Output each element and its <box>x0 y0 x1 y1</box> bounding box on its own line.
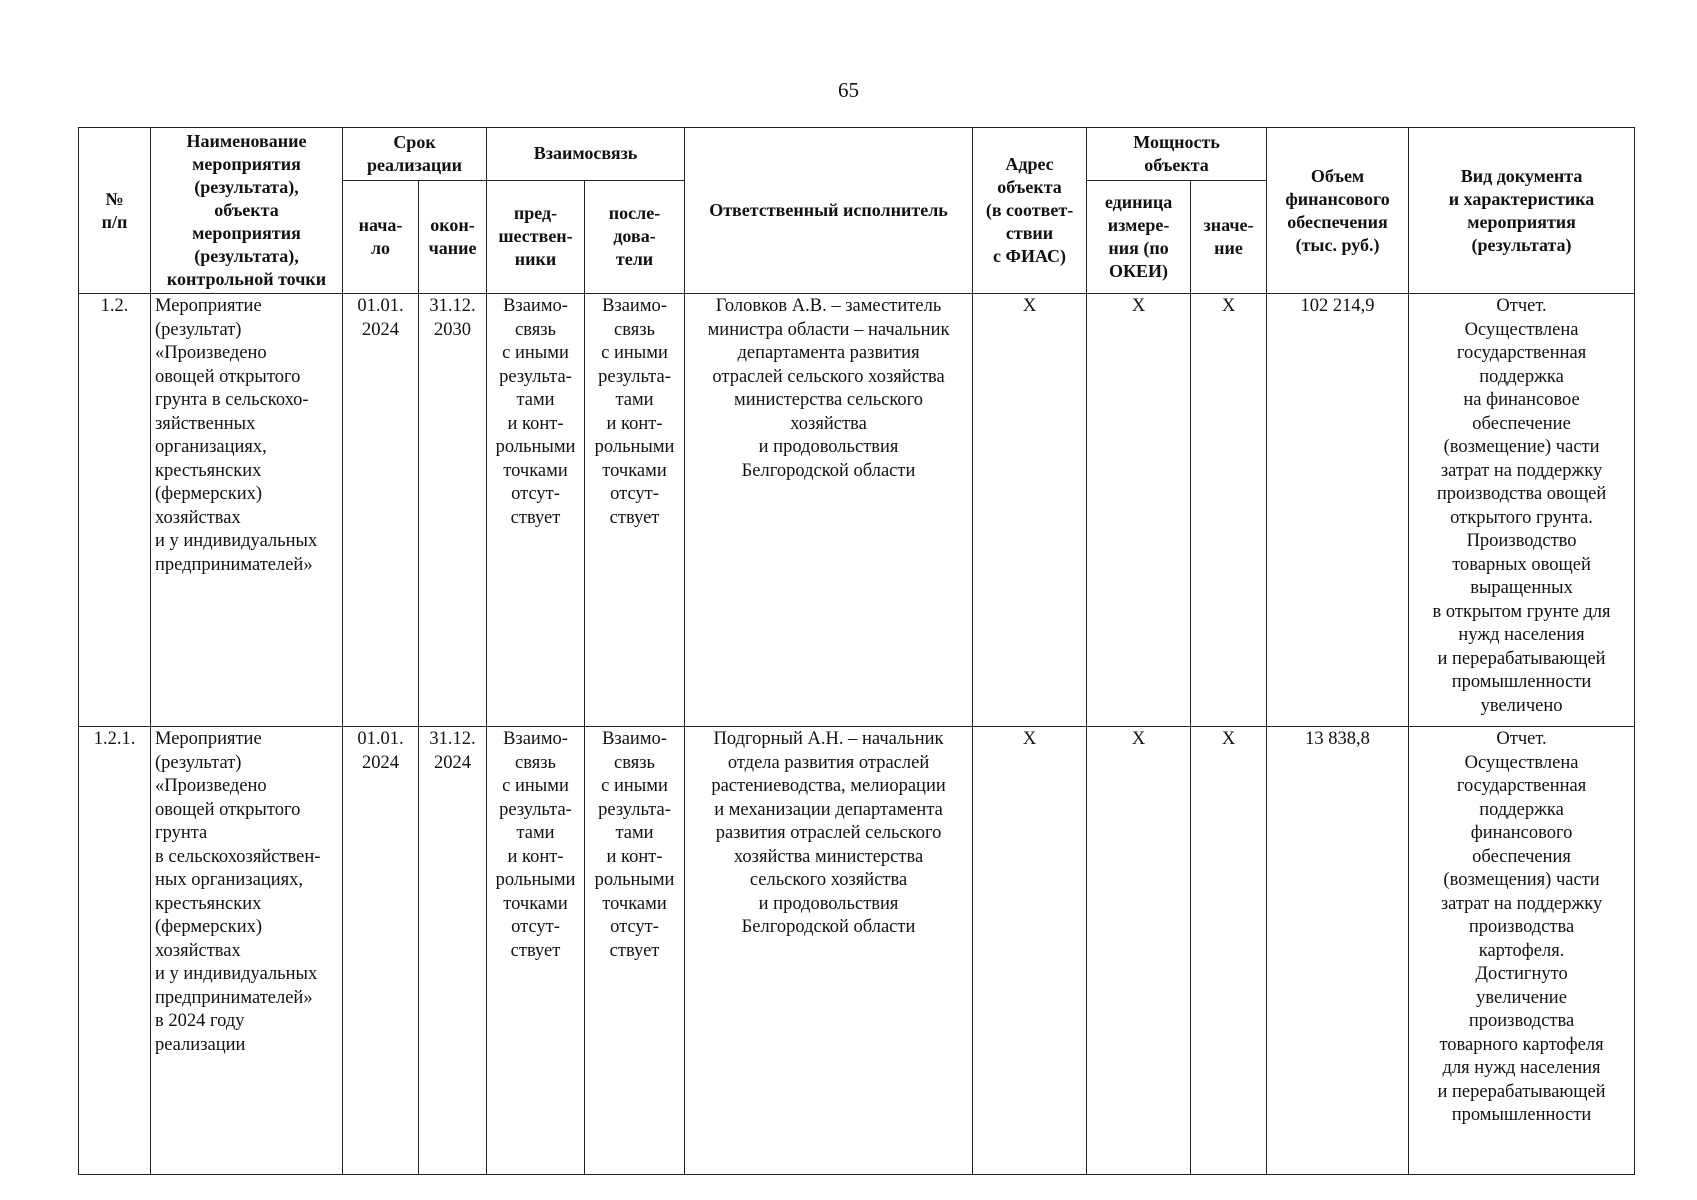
header-term-end: окон- чание <box>419 180 487 293</box>
cell-value: X <box>1191 727 1267 1175</box>
cell-start: 01.01. 2024 <box>343 294 419 727</box>
header-capacity-unit: единица измере- ния (по ОКЕИ) <box>1087 180 1191 293</box>
cell-value: X <box>1191 294 1267 727</box>
header-address: Адрес объекта (в соответ- ствии с ФИАС) <box>973 128 1087 294</box>
cell-end: 31.12. 2024 <box>419 727 487 1175</box>
header-link: Взаимосвязь <box>487 128 685 181</box>
cell-num: 1.2.1. <box>79 727 151 1175</box>
cell-finance: 13 838,8 <box>1267 727 1409 1175</box>
cell-address: X <box>973 294 1087 727</box>
header-link-pred: пред- шествен- ники <box>487 180 585 293</box>
cell-address: X <box>973 727 1087 1175</box>
cell-doc: Отчет. Осуществлена государственная поддержка на финансовое обеспечение (возмещение) части затрат на поддержку производства овощей открытого грунта. Производство товарных овощей выращенных в открытом грунте для нужд населения и перерабатывающей промышленности увеличено <box>1409 294 1635 727</box>
cell-pred: Взаимо- связь с иными результа- тами и конт- рольными точками отсут- ствует <box>487 294 585 727</box>
cell-name: Мероприятие (результат) «Произведено овощей открытого грунта в сельскохо- зяйственных организациях, крестьянских (фермерских) хозяйствах и у индивидуальных предпринимателей» <box>151 294 343 727</box>
cell-name: Мероприятие (результат) «Произведено овощей открытого грунта в сельскохозяйствен- ных организациях, крестьянских (фермерских) хозяйствах и у индивидуальных предпринимателей» в 2024 году реализации <box>151 727 343 1175</box>
header-responsible: Ответственный исполнитель <box>685 128 973 294</box>
cell-responsible: Подгорный А.Н. – начальник отдела развития отраслей растениеводства, мелиорации и механизации департамента развития отраслей сельского хозяйства министерства сельского хозяйства и продовольствия Белгородской области <box>685 727 973 1175</box>
header-capacity-value: значе- ние <box>1191 180 1267 293</box>
header-link-next: после- дова- тели <box>585 180 685 293</box>
header-doc-type: Вид документа и характеристика мероприятия (результата) <box>1409 128 1635 294</box>
cell-unit: X <box>1087 727 1191 1175</box>
cell-unit: X <box>1087 294 1191 727</box>
cell-num: 1.2. <box>79 294 151 727</box>
cell-responsible: Головков А.В. – заместитель министра области – начальник департамента развития отраслей сельского хозяйства министерства сельского хозяйства и продовольствия Белгородской области <box>685 294 973 727</box>
cell-doc: Отчет. Осуществлена государственная поддержка финансового обеспечения (возмещения) части затрат на поддержку производства картофеля. Достигнуто увеличение производства товарного картофеля для нужд населения и перерабатывающей промышленности <box>1409 727 1635 1175</box>
cell-finance: 102 214,9 <box>1267 294 1409 727</box>
page-number: 65 <box>838 78 859 102</box>
cell-next: Взаимо- связь с иными результа- тами и конт- рольными точками отсут- ствует <box>585 294 685 727</box>
header-finance: Объем финансового обеспечения (тыс. руб.) <box>1267 128 1409 294</box>
header-name: Наименование мероприятия (результата), объекта мероприятия (результата), контрольной точки <box>151 128 343 294</box>
cell-next: Взаимо- связь с иными результа- тами и конт- рольными точками отсут- ствует <box>585 727 685 1175</box>
table-row <box>79 727 1635 1175</box>
table-row <box>79 294 1635 727</box>
measures-table <box>78 127 1635 1175</box>
header-num: № п/п <box>79 128 151 294</box>
cell-pred: Взаимо- связь с иными результа- тами и конт- рольными точками отсут- ствует <box>487 727 585 1175</box>
header-capacity: Мощность объекта <box>1087 128 1267 181</box>
header-term-start: нача- ло <box>343 180 419 293</box>
cell-start: 01.01. 2024 <box>343 727 419 1175</box>
cell-end: 31.12. 2030 <box>419 294 487 727</box>
header-term: Срок реализации <box>343 128 487 181</box>
